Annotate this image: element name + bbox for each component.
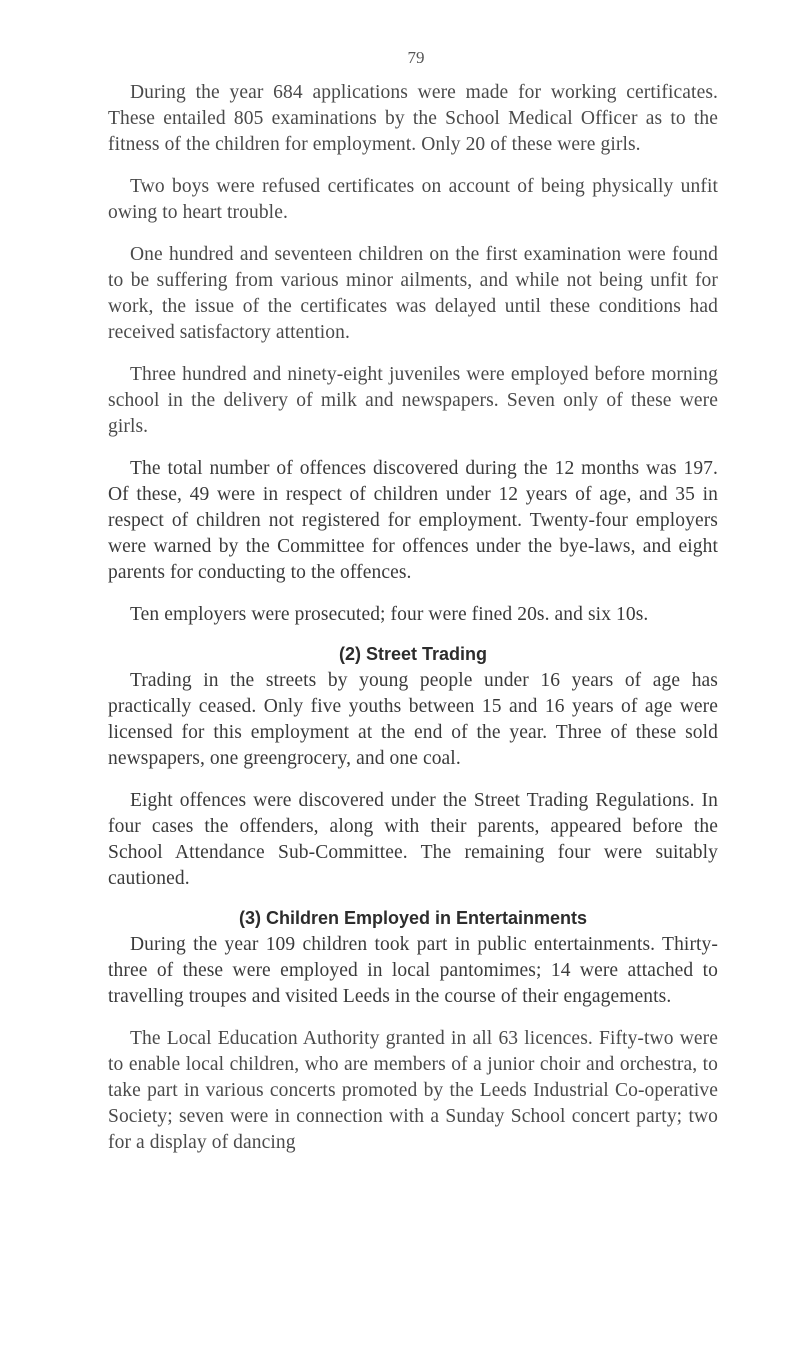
section-heading-entertainments: (3) Children Employed in Entertainments <box>238 908 588 928</box>
page-number: 79 <box>407 48 425 67</box>
paragraph-morning-employment: Three hundred and ninety-eight juveniles were employed before morning school in the delivery of milk and newspapers. Seven only of these were girls. <box>108 364 718 437</box>
paragraph-entertainments-participation: During the year 109 children took part in public entertainments. Thirty-three of these were employed in local pantomimes; 14 were attached to travelling troupes and visited Leeds in the course of their engagements. <box>108 934 718 1007</box>
paragraph-street-trading-ceased: Trading in the streets by young people under 16 years of age has practically ceased. Only five youths between 15 and 16 years of age were licensed for this employment at the end of the year. Three of these sold newspapers, one greengrocery, and one coal. <box>108 670 718 769</box>
paragraph-working-certificates: During the year 684 applications were made for working certificates. These entailed 805 examinations by the School Medical Officer as to the fitness of the children for employment. Only 20 of these were girls. <box>108 82 718 155</box>
paragraph-refused-certificates: Two boys were refused certificates on account of being physically unfit owing to heart trouble. <box>108 176 718 223</box>
paragraph-offences: The total number of offences discovered during the 12 months was 197. Of these, 49 were in respect of children under 12 years of age, and 35 in respect of children not registered for employment. Twenty-four employers were warned by the Committee for offences under the bye-laws, and eight parents for conducting to the offences. <box>108 458 718 583</box>
document-page <box>108 48 718 1172</box>
paragraph-minor-ailments: One hundred and seventeen children on the first examination were found to be suffering from various minor ailments, and while not being unfit for work, the issue of the certificates was delayed until these conditions had received satisfactory attention. <box>108 244 718 343</box>
paragraph-prosecutions: Ten employers were prosecuted; four were fined 20s. and six 10s. <box>130 604 649 625</box>
paragraph-street-trading-offences: Eight offences were discovered under the Street Trading Regulations. In four cases the offenders, along with their parents, appeared before the School Attendance Sub-Committee. The remaining four were suitably cautioned. <box>108 790 718 889</box>
section-heading-street-trading: (2) Street Trading <box>338 644 488 664</box>
paragraph-entertainment-licences: The Local Education Authority granted in all 63 licences. Fifty-two were to enable local children, who are members of a junior choir and orchestra, to take part in various concerts promoted by the Leeds Industrial Co-operative Society; seven were in connection with a Sunday School concert party; two for a display of dancing <box>108 1028 718 1153</box>
